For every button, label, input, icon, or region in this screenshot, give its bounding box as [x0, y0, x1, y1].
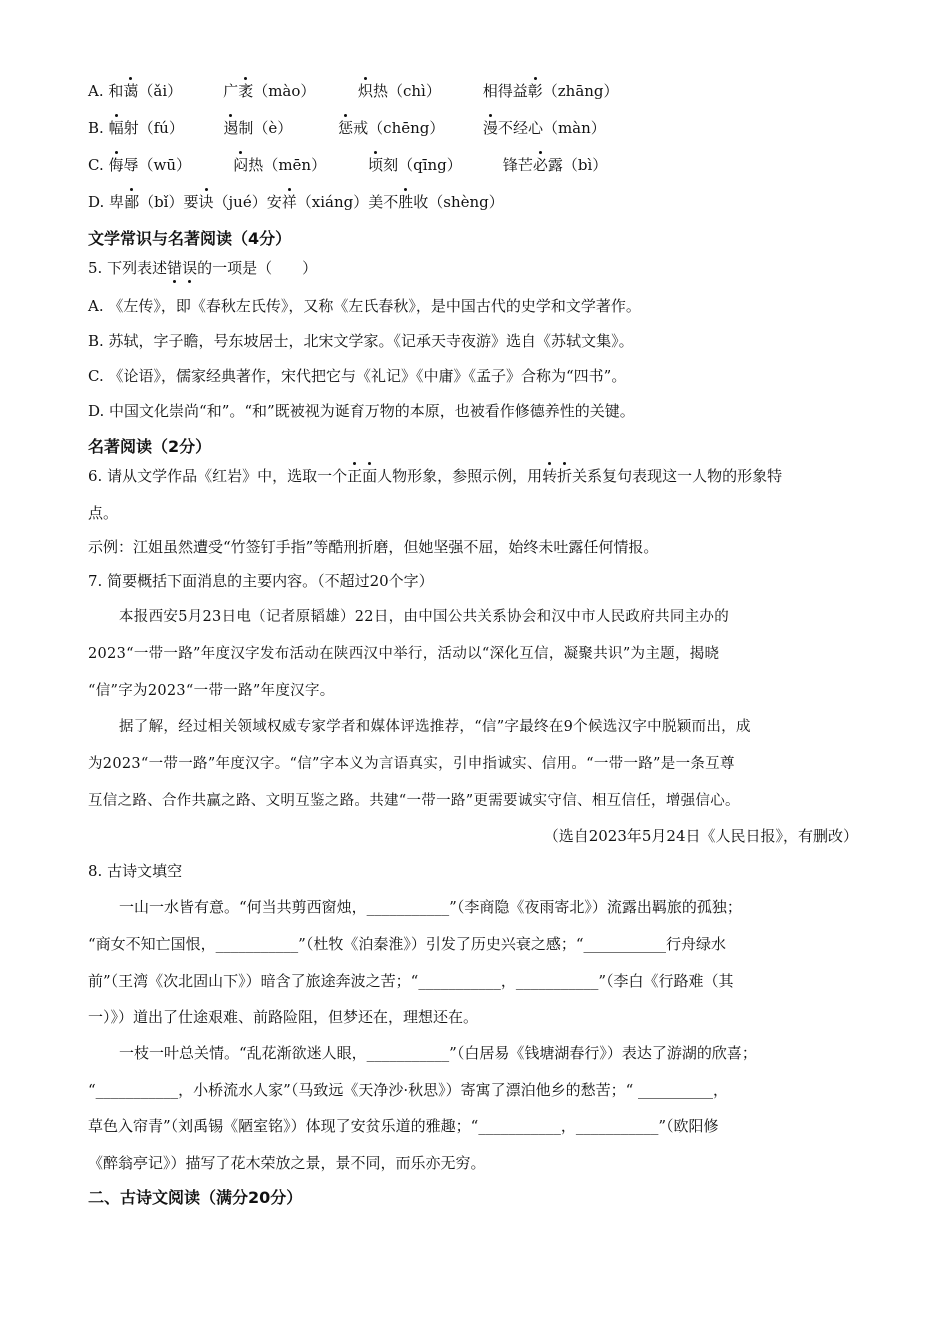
question-5: 5. 下列表述错误的一项是（ ）	[88, 259, 318, 277]
option-label: B.	[88, 119, 104, 137]
question-8: 8. 古诗文填空	[88, 862, 183, 880]
option-item: 要诀（jué）	[183, 193, 267, 211]
poem-fill-line7: 草色入帘青”（刘禹锡《陋室铭》）体现了安贫乐道的雅趣；“___________，___________”（欧阳修	[88, 1117, 719, 1135]
news-para1-line1: 本报西安5月23日电（记者原韬雄）22日，由中国公共关系协会和汉中市人民政府共同主办的	[119, 609, 730, 625]
q4-option-a	[88, 80, 619, 102]
option-label: A.	[88, 82, 104, 100]
option-item: 卑鄙（bǐ）	[109, 193, 184, 211]
poem-fill-line5: 一枝一叶总关情。“乱花渐欲迷人眼，___________”（白居易《钱塘湖春行》）表达了游湖的欣喜；	[119, 1044, 757, 1062]
option-label: C.	[88, 156, 104, 174]
q4-option-d	[88, 191, 504, 213]
poem-fill-line2: “商女不知亡国恨，___________”（杜牧《泊秦淮》）引发了历史兴衰之感；“___________行舟绿水	[88, 935, 727, 953]
q4-option-c	[88, 154, 607, 176]
option-label: D.	[88, 193, 105, 211]
section-heading-literature: 文学常识与名著阅读（4分）	[88, 229, 292, 248]
option-item: 闷热（mēn）	[233, 156, 327, 174]
question-6-cont: 点。	[88, 504, 119, 522]
q6-example: 示例：江姐虽然遭受“竹签钉手指”等酷刑折磨，但她坚强不屈，始终未吐露任何情报。	[88, 538, 659, 556]
news-source: （选自2023年5月24日《人民日报》，有删改）	[543, 827, 858, 845]
q5-option-c: C. 《论语》，儒家经典著作，宋代把它与《礼记》《中庸》《孟子》合称为“四书”。	[88, 367, 627, 385]
news-para1-line3: “信”字为2023“一带一路”年度汉字。	[88, 683, 335, 699]
poem-fill-line3: 前”（王湾《次北固山下》）暗含了旅途奔波之苦；“___________，___________”（李白《行路难（其	[88, 972, 734, 990]
option-item: 漫不经心（màn）	[482, 119, 606, 137]
option-item: 侮辱（wū）	[108, 156, 192, 174]
poem-fill-line1: 一山一水皆有意。“何当共剪西窗烛，___________”（李商隐《夜雨寄北》）流露出羁旅的孤独；	[119, 898, 742, 916]
option-item: 遏制（è）	[223, 119, 293, 137]
news-para1-line2: 2023“一带一路”年度汉字发布活动在陕西汉中举行，活动以“深化互信，凝聚共识”为主题，揭晓	[88, 646, 720, 662]
option-item: 顷刻（qīng）	[368, 156, 462, 174]
option-item: 锋芒必露（bì）	[502, 156, 608, 174]
option-item: 广袤（mào）	[223, 82, 316, 100]
poem-fill-line4: 一）》）道出了仕途艰难、前路险阻，但梦还在，理想还在。	[88, 1008, 479, 1026]
q5-option-a: A. 《左传》，即《春秋左氏传》，又称《左氏春秋》，是中国古代的史学和文学著作。	[88, 297, 641, 315]
option-item: 安祥（xiáng）	[266, 193, 369, 211]
q5-option-d: D. 中国文化崇尚“和”。“和”既被视为诞育万物的本原，也被看作修德养性的关键。	[88, 402, 635, 420]
option-item: 炽热（chì）	[357, 82, 441, 100]
news-para2-line3: 互信之路、合作共赢之路、文明互鉴之路。共建“一带一路”更需要诚实守信、相互信任，增强信心。	[88, 793, 740, 809]
option-item: 相得益彰（zhāng）	[482, 82, 619, 100]
section-heading-classics: 名著阅读（2分）	[88, 437, 212, 456]
news-para2-line1: 据了解，经过相关领域权威专家学者和媒体评选推荐，“信”字最终在9个候选汉字中脱颖而出，成	[119, 719, 751, 735]
question-6: 6. 请从文学作品《红岩》中，选取一个正面人物形象，参照示例，用转折关系复句表现这一人物的形象特	[88, 467, 783, 485]
poem-fill-line8: 《醉翁亭记》）描写了花木荣放之景，景不同，而乐亦无穷。	[88, 1154, 486, 1172]
section-heading-2: 二、古诗文阅读（满分20分）	[88, 1188, 303, 1207]
news-para2-line2: 为2023“一带一路”年度汉字。“信”字本义为言语真实，引申指诚实、信用。“一带一路”是一条互尊	[88, 756, 735, 772]
question-7: 7. 简要概括下面消息的主要内容。（不超过20个字）	[88, 572, 434, 590]
option-item: 惩戒（chēng）	[338, 119, 445, 137]
q5-option-b: B. 苏轼，字子瞻，号东坡居士，北宋文学家。《记承天寺夜游》选自《苏轼文集》。	[88, 332, 634, 350]
option-item: 和蔼（ǎi）	[108, 82, 183, 100]
option-item: 美不胜收（shèng）	[368, 193, 504, 211]
poem-fill-line6: “___________，小桥流水人家”（马致远《天净沙·秋思》）寄寓了漂泊他乡的愁苦；“ __________，	[88, 1081, 729, 1099]
q4-option-b	[88, 117, 606, 139]
option-item: 幅射（fú）	[108, 119, 184, 137]
